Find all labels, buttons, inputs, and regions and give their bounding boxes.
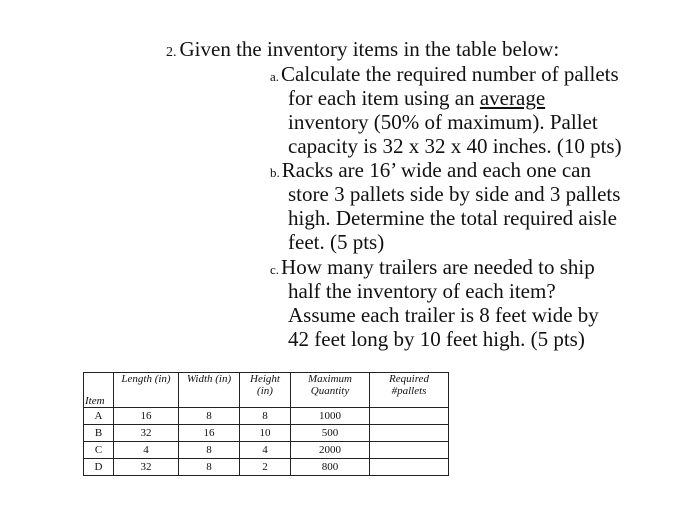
cell-height: 2: [240, 459, 291, 476]
header-width: Width (in): [179, 373, 240, 408]
cell-required: [370, 459, 449, 476]
cell-width: 8: [179, 442, 240, 459]
part-c-line-4: [288, 327, 585, 351]
part-a-text-2: for each item using an: [288, 86, 480, 110]
part-a-line-1: [270, 62, 619, 89]
part-b-line-2: [288, 182, 620, 206]
cell-height: 4: [240, 442, 291, 459]
cell-length: 32: [114, 425, 179, 442]
part-b-letter: b.: [270, 165, 280, 180]
question-stem: [166, 37, 559, 65]
cell-item: C: [84, 442, 114, 459]
part-a-letter: a.: [270, 69, 280, 84]
part-a-underlined-word: average: [479, 86, 546, 110]
table-row: [84, 425, 449, 442]
cell-length: 32: [114, 459, 179, 476]
header-req-line-2: #pallets: [391, 385, 427, 397]
header-max-line-2: Quantity: [310, 385, 350, 397]
part-a-text-3: inventory (50% of maximum). Pallet: [288, 110, 598, 134]
part-a-text-4: capacity is 32 x 32 x 40 inches. (10 pts): [288, 134, 622, 158]
header-max-line-1: Maximum: [308, 373, 352, 385]
cell-max: 500: [291, 425, 370, 442]
part-b-text-1: Racks are 16’ wide and each one can: [281, 158, 591, 182]
part-b-text-4: feet. (5 pts): [288, 230, 385, 254]
header-required-pallets: [370, 373, 449, 408]
question-stem-text: Given the inventory items in the table below:: [179, 37, 560, 61]
cell-length: 4: [114, 442, 179, 459]
header-max-quantity: [291, 373, 370, 408]
header-item: Item: [84, 373, 114, 408]
part-b-text-2: store 3 pallets side by side and 3 pallets: [288, 182, 621, 206]
cell-item: B: [84, 425, 114, 442]
part-c-text-1: How many trailers are needed to ship: [281, 255, 595, 279]
part-b-line-4: [288, 230, 384, 254]
cell-required: [370, 442, 449, 459]
cell-required: [370, 425, 449, 442]
header-height-line-2: (in): [257, 385, 273, 397]
cell-max: 800: [291, 459, 370, 476]
part-c-line-3: [288, 303, 599, 327]
cell-max: 1000: [291, 408, 370, 425]
cell-width: 8: [179, 408, 240, 425]
table-row: [84, 408, 449, 425]
table-row: [84, 459, 449, 476]
cell-height: 10: [240, 425, 291, 442]
header-req-line-1: Required: [389, 373, 429, 385]
part-b-line-3: [288, 206, 617, 230]
cell-required: [370, 408, 449, 425]
cell-length: 16: [114, 408, 179, 425]
part-c-text-4: 42 feet long by 10 feet high. (5 pts): [288, 327, 585, 351]
part-a-line-2: [288, 86, 545, 110]
cell-width: 8: [179, 459, 240, 476]
table-row: [84, 442, 449, 459]
header-height-line-1: Height: [250, 373, 280, 385]
table-header-row: [84, 373, 449, 408]
header-height: [240, 373, 291, 408]
cell-item: D: [84, 459, 114, 476]
part-c-line-2: [288, 279, 556, 303]
cell-width: 16: [179, 425, 240, 442]
part-a-line-4: [288, 134, 622, 158]
part-c-text-3: Assume each trailer is 8 feet wide by: [288, 303, 599, 327]
inventory-table: [83, 372, 449, 476]
part-c-text-2: half the inventory of each item?: [288, 279, 556, 303]
question-number: 2.: [166, 45, 177, 60]
cell-height: 8: [240, 408, 291, 425]
part-a-text-1: Calculate the required number of pallets: [281, 62, 619, 86]
part-a-line-3: [288, 110, 598, 134]
cell-max: 2000: [291, 442, 370, 459]
header-length: Length (in): [114, 373, 179, 408]
part-c-line-1: [270, 255, 595, 282]
cell-item: A: [84, 408, 114, 425]
part-b-text-3: high. Determine the total required aisle: [288, 206, 617, 230]
part-c-letter: c.: [270, 262, 280, 277]
part-b-line-1: [270, 158, 591, 185]
